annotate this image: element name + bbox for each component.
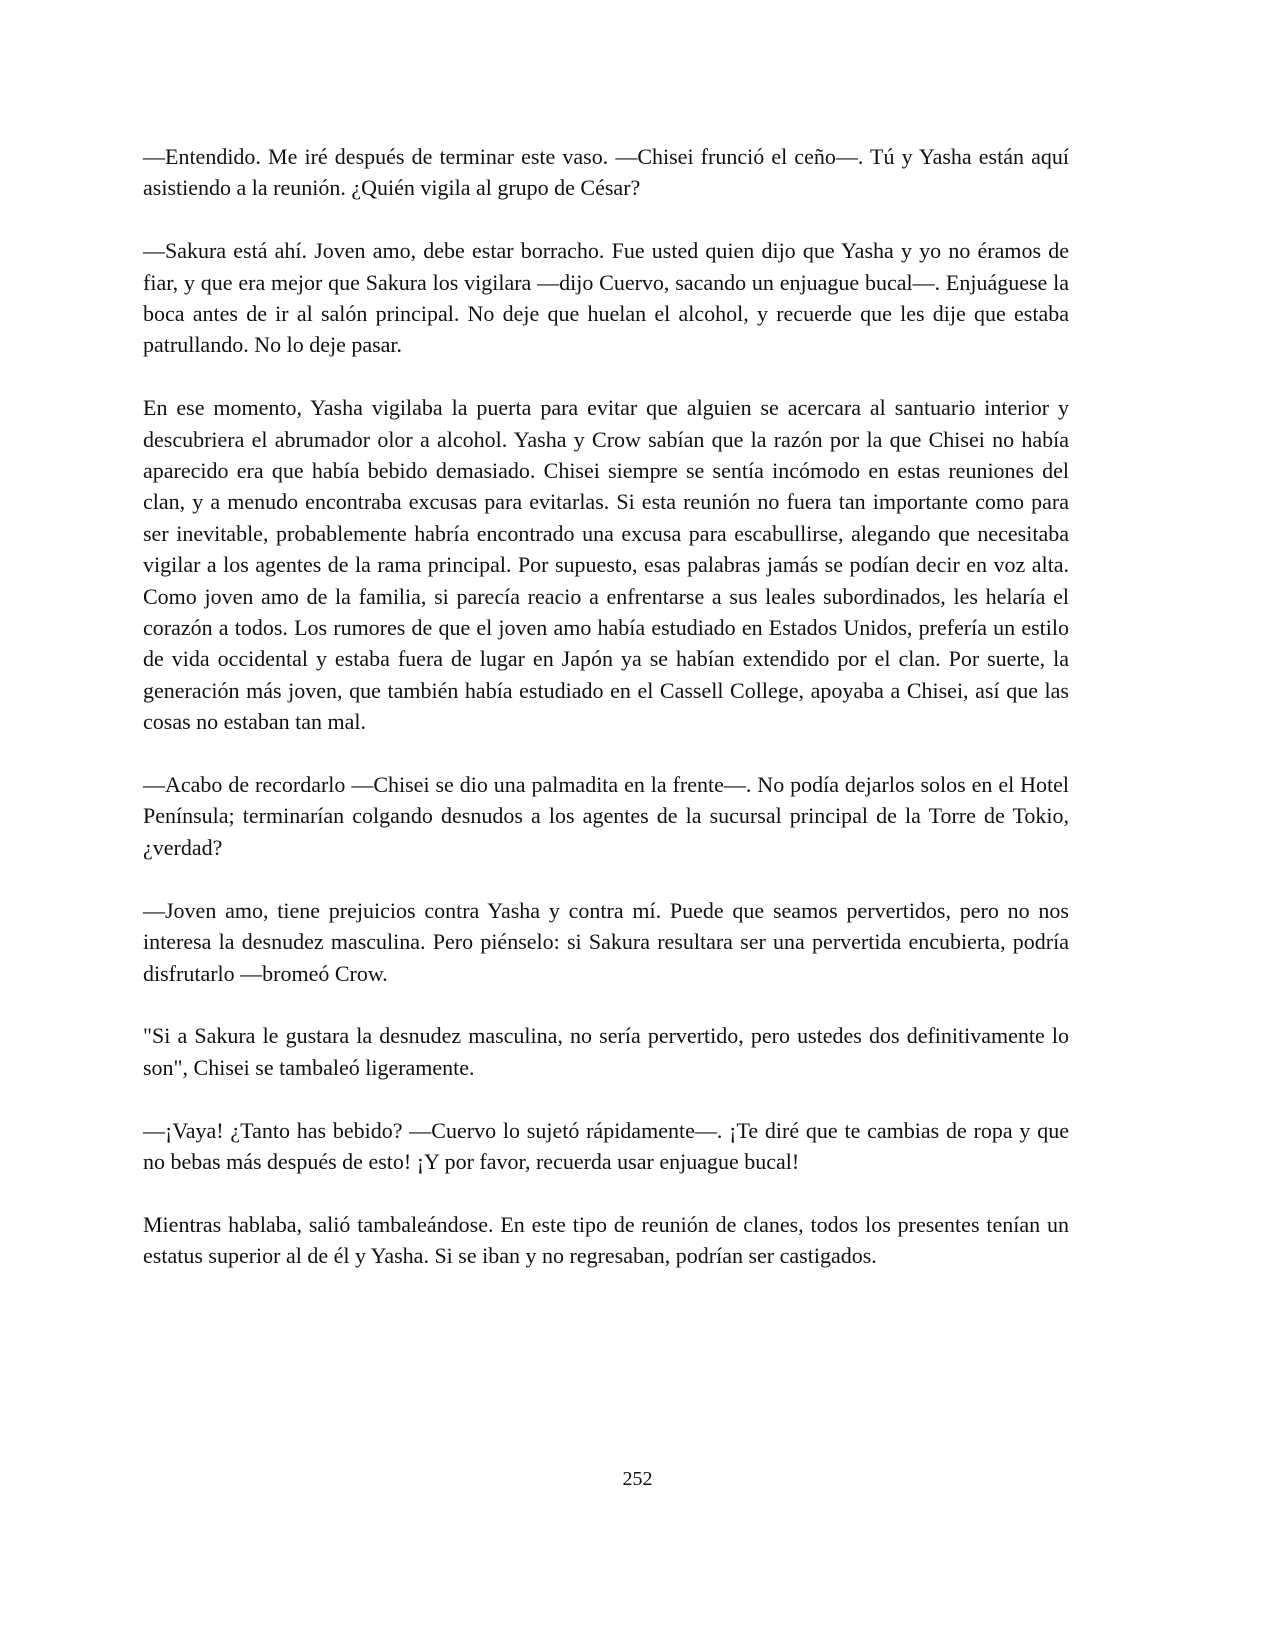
paragraph: Mientras hablaba, salió tambaleándose. En este tipo de reunión de clanes, todos los presentes tenían un estatus superior al de él y Yasha. Si se iban y no regresaban, podrían ser castigados. <box>143 1211 1069 1269</box>
paragraph: —Acabo de recordarlo —Chisei se dio una palmadita en la frente—. No podía dejarlos solos en el Hotel Península; terminarían colgando desnudos a los agentes de la sucursal principal de la Torre de Tokio, ¿verdad? <box>143 772 1069 860</box>
paragraph: En ese momento, Yasha vigilaba la puerta para evitar que alguien se acercara al santuario interior y descubriera el abrumador olor a alcohol. Yasha y Crow sabían que la razón por la que Chisei no había aparecido era que había bebido demasiado. Chisei siempre se sentía incómodo en estas reuniones del clan, y a menudo encontraba excusas para evitarlas. Si esta reunión no fuera tan importante como para ser inevitable, probablemente habría encontrado una excusa para escabullirse, alegando que necesitaba vigilar a los agentes de la rama principal. Por supuesto, esas palabras jamás se podían decir en voz alta. Como joven amo de la familia, si parecía reacio a enfrentarse a sus leales subordinados, les helaría el corazón a todos. Los rumores de que el joven amo había estudiado en Estados Unidos, prefería un estilo de vida occidental y estaba fuera de lugar en Japón ya se habían extendido por el clan. Por suerte, la generación más joven, que también había estudiado en el Cassell College, apoyaba a Chisei, así que las cosas no estaban tan mal. <box>143 395 1069 735</box>
paragraph: —Joven amo, tiene prejuicios contra Yasha y contra mí. Puede que seamos pervertidos, pero no nos interesa la desnudez masculina. Pero piénselo: si Sakura resultara ser una pervertida encubierta, podría disfrutarlo —bromeó Crow. <box>143 897 1069 986</box>
page-body <box>143 141 1069 1303</box>
paragraph: "Si a Sakura le gustara la desnudez masculina, no sería pervertido, pero ustedes dos definitivamente lo son", Chisei se tambaleó ligeramente. <box>143 1023 1069 1080</box>
paragraph: —Entendido. Me iré después de terminar este vaso. —Chisei frunció el ceño—. Tú y Yasha están aquí asistiendo a la reunión. ¿Quién vigila al grupo de César? <box>143 144 1069 201</box>
paragraph: —Sakura está ahí. Joven amo, debe estar borracho. Fue usted quien dijo que Yasha y yo no éramos de fiar, y que era mejor que Sakura los vigilara —dijo Cuervo, sacando un enjuague bucal—. Enjuáguese la boca antes de ir al salón principal. No deje que huelan el alcohol, y recuerde que les dije que estaba patrullando. No lo deje pasar. <box>143 238 1069 358</box>
page-number: 252 <box>622 1468 653 1490</box>
paragraph: —¡Vaya! ¿Tanto has bebido? —Cuervo lo sujetó rápidamente—. ¡Te diré que te cambias de ropa y que no bebas más después de esto! ¡Y por favor, recuerda usar enjuague bucal! <box>143 1117 1069 1174</box>
